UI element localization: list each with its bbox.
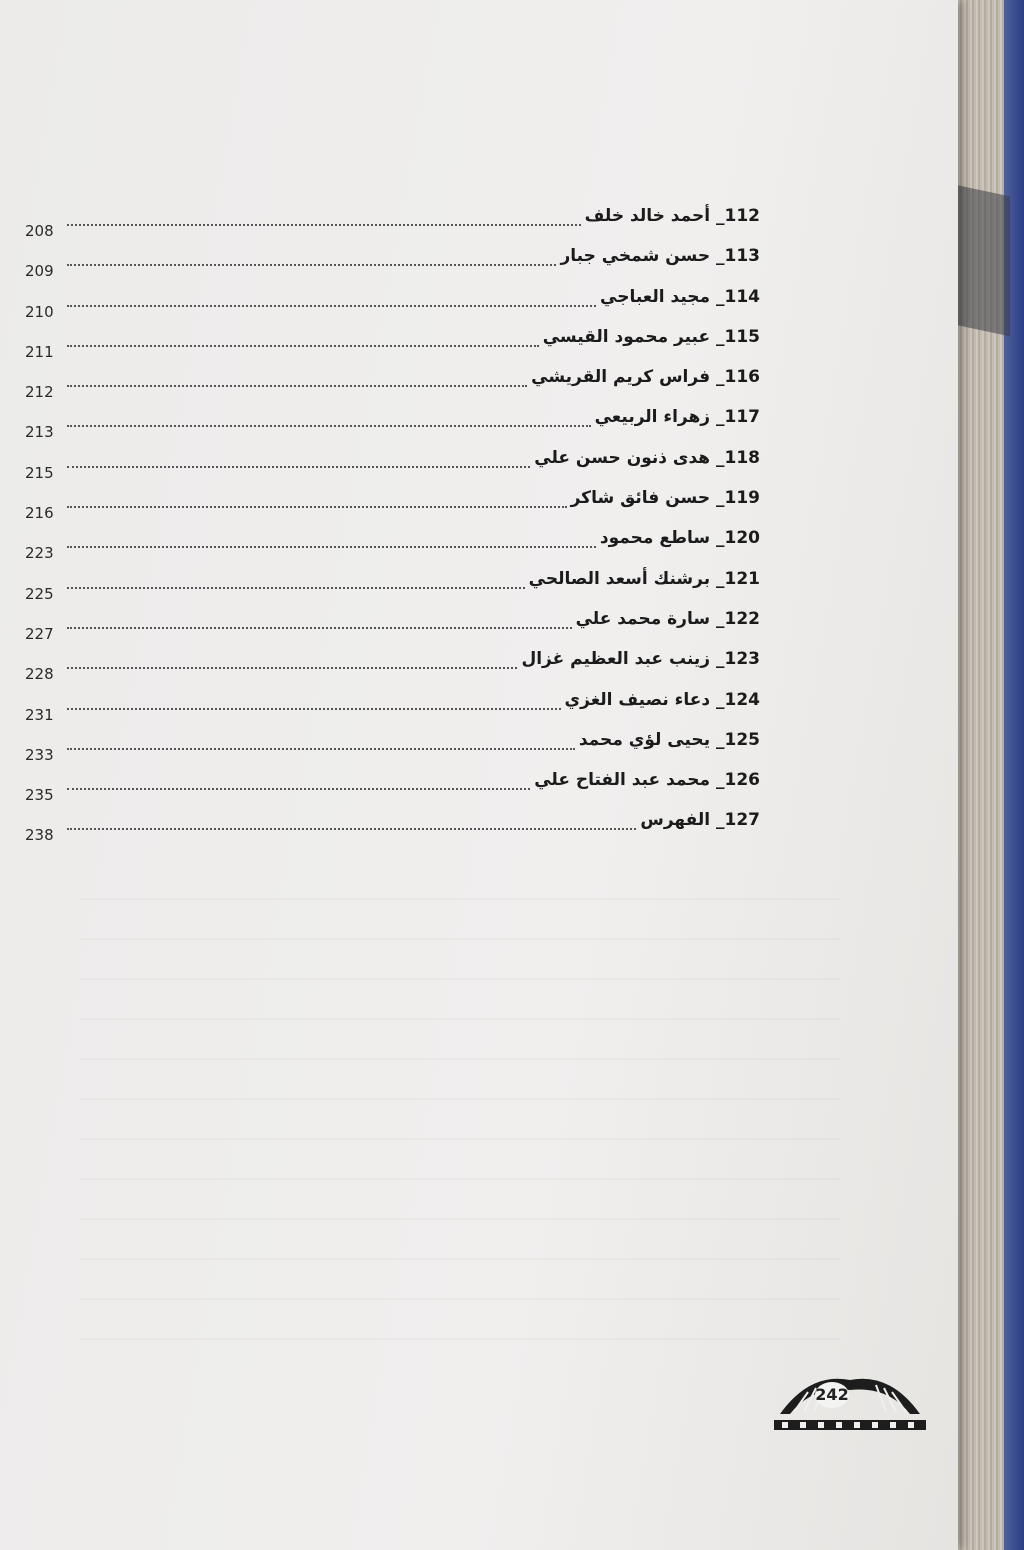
toc-entry-page: 209: [25, 262, 54, 281]
dot-leader: [67, 281, 596, 307]
page-number: 242: [815, 1382, 849, 1408]
toc-entry-page: 213: [25, 423, 54, 442]
toc-entry-page: 216: [25, 504, 54, 523]
dot-leader: [67, 643, 517, 669]
toc-entry: [25, 200, 760, 240]
toc-entry-title: 118_ هدى ذنون حسن علي: [534, 447, 760, 468]
toc-entry: [25, 401, 760, 441]
dot-leader: [67, 240, 556, 266]
dot-leader: [67, 603, 572, 629]
dot-leader: [67, 684, 561, 710]
dot-leader: [67, 522, 596, 548]
toc-entry: [25, 522, 760, 562]
toc-entry-page: 211: [25, 342, 54, 361]
toc-entry-page: 215: [25, 463, 54, 482]
toc-entry-title: 124_ دعاء نصيف الغزي: [564, 689, 760, 710]
shadow-strip: [950, 184, 1010, 337]
toc-entry: [25, 321, 760, 361]
toc-entry-page: 238: [25, 826, 54, 845]
toc-entry: [25, 724, 760, 764]
toc-entry-page: 233: [25, 745, 54, 764]
toc-entry-title: 119_ حسن فائق شاكر: [570, 488, 760, 509]
toc-entry-page: 212: [25, 383, 54, 402]
toc-entry-title: 121_ برشنك أسعد الصالحي: [528, 568, 760, 589]
toc-entry-title: 113_ حسن شمخي جبار: [560, 246, 760, 267]
toc-entry: [25, 563, 760, 603]
toc-entry-title: 116_ فراس كريم القريشي: [531, 367, 760, 388]
toc-entry-page: 223: [25, 544, 54, 563]
toc-entry: [25, 442, 760, 482]
toc-entry: [25, 361, 760, 401]
dot-leader: [67, 563, 525, 589]
toc-entry-page: 228: [25, 665, 54, 684]
toc-entry: [25, 482, 760, 522]
toc-entry-title: 122_ سارة محمد علي: [575, 608, 760, 629]
toc-entry: [25, 764, 760, 804]
dot-leader: [67, 321, 539, 347]
arched-building-ornament-icon: [770, 1372, 930, 1434]
dot-leader: [67, 724, 575, 750]
toc-entry-page: 227: [25, 624, 54, 643]
toc-entry: [25, 684, 760, 724]
toc-entry-title: 117_ زهراء الربيعي: [594, 407, 760, 428]
toc-entry: [25, 240, 760, 280]
toc-entry-page: 225: [25, 584, 54, 603]
dot-leader: [67, 442, 530, 468]
toc-entry: [25, 643, 760, 683]
dot-leader: [67, 200, 581, 226]
toc-entry-title: 114_ مجيد العباجي: [600, 286, 760, 307]
toc-entry-title: 123_ زينب عبد العظيم غزال: [521, 649, 760, 670]
dot-leader: [67, 804, 636, 830]
toc-entry-title: 115_ عبير محمود القيسي: [542, 326, 760, 347]
toc-entry-title: 120_ ساطع محمود: [599, 528, 760, 549]
dot-leader: [67, 401, 591, 427]
toc-entry: [25, 603, 760, 643]
toc-entry-page: 208: [25, 222, 54, 240]
dot-leader: [67, 361, 527, 387]
toc-entry-page: 235: [25, 786, 54, 805]
toc-entry-title: 125_ يحيى لؤي محمد: [578, 729, 760, 750]
toc-entry: [25, 804, 760, 844]
dot-leader: [67, 764, 530, 790]
dot-leader: [67, 482, 567, 508]
toc-entry-title: 126_ محمد عبد الفتاح علي: [534, 770, 760, 791]
table-of-contents: [25, 200, 760, 845]
toc-entry-title: 112_ أحمد خالد خلف: [584, 206, 760, 226]
toc-entry-page: 231: [25, 705, 54, 724]
toc-entry-page: 210: [25, 302, 54, 321]
toc-entry: [25, 281, 760, 321]
toc-entry-title: 127_ الفهرس: [640, 810, 760, 831]
show-through-text: [80, 860, 840, 1360]
